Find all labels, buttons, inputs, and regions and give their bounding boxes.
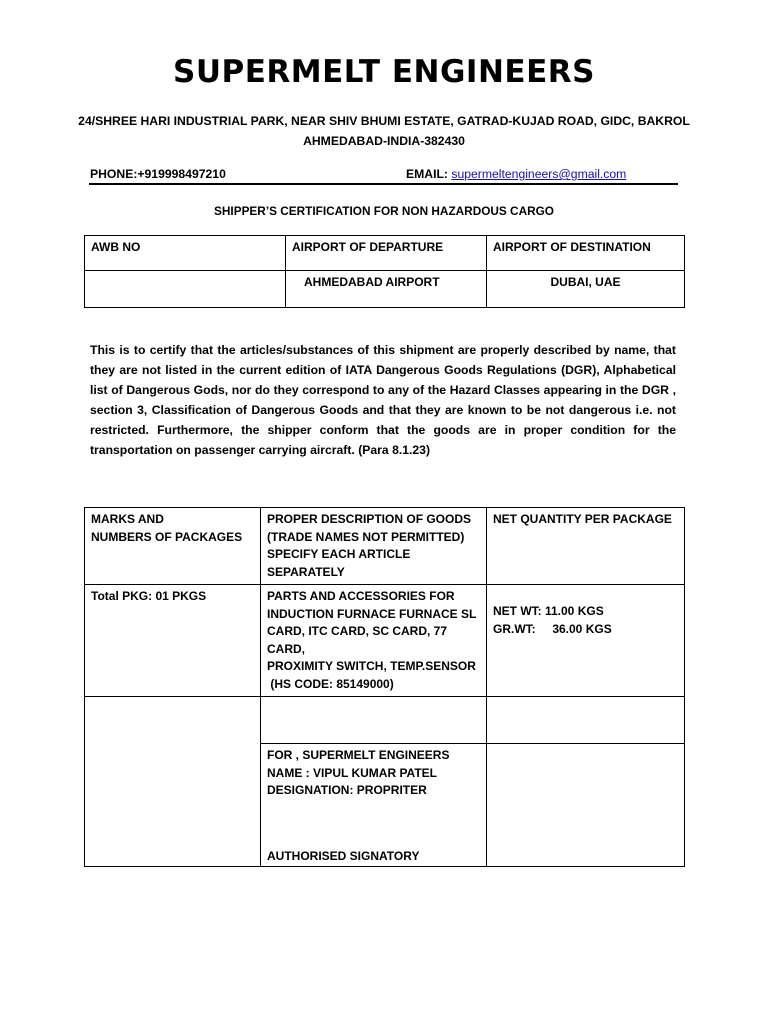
gross-weight: GR.WT: 36.00 KGS xyxy=(493,621,612,636)
net-weight: NET WT: 11.00 KGS xyxy=(493,604,604,618)
row-desc-line5: (HS CODE: 85149000) xyxy=(267,676,394,691)
row-desc-line3: CARD, ITC CARD, SC CARD, 77 CARD, xyxy=(267,624,448,656)
signatory-name: NAME : VIPUL KUMAR PATEL xyxy=(267,765,437,780)
header-desc-line3: SPECIFY EACH ARTICLE SEPARATELY xyxy=(267,547,411,579)
signatory-for: FOR , SUPERMELT ENGINEERS xyxy=(267,748,450,762)
header-divider xyxy=(89,183,678,185)
company-name: SUPERMELT ENGINEERS xyxy=(173,54,595,90)
header-desc-line2: (TRADE NAMES NOT PERMITTED) xyxy=(267,529,465,544)
authorised-signatory: AUTHORISED SIGNATORY xyxy=(267,848,420,863)
email-block xyxy=(406,167,626,181)
header-marks-line2: NUMBERS OF PACKAGES xyxy=(91,529,243,544)
header-quantity: NET QUANTITY PER PACKAGE xyxy=(487,508,685,585)
value-departure: AHMEDABAD AIRPORT xyxy=(286,271,487,308)
row-desc-line2: INDUCTION FURNACE FURNACE SL xyxy=(267,606,477,621)
header-marks xyxy=(85,508,261,585)
header-description xyxy=(261,508,487,585)
header-marks-line1: MARKS AND xyxy=(91,512,164,526)
header-desc-line1: PROPER DESCRIPTION OF GOODS xyxy=(267,512,472,526)
certification-paragraph: This is to certify that the articles/substances of this shipment are properly described by name, that they are not listed in the current edition of IATA Dangerous Goods Regulations (DGR), Alphabetical list of Dangerous Gods, nor do they correspond to any of the Hazard Classes appearing in the DGR , section 3, Classification of Dangerous Goods and that they are known to be not dangerous i.e. not restricted. Furthermore, the shipper conform that the goods are in proper condition for the transportation on passenger carrying aircraft. (Para 8.1.23) xyxy=(90,343,676,457)
empty-marks-cell xyxy=(85,697,261,867)
empty-description-cell xyxy=(261,697,487,744)
row-marks: Total PKG: 01 PKGS xyxy=(85,585,261,697)
certification-title: SHIPPER’S CERTIFICATION FOR NON HAZARDOUS CARGO xyxy=(214,204,554,218)
value-awb xyxy=(85,271,286,308)
header-awb: AWB NO xyxy=(85,236,286,271)
row-desc-line1: PARTS AND ACCESSORIES FOR xyxy=(267,589,455,603)
address-line-2: AHMEDABAD-INDIA-382430 xyxy=(303,134,465,148)
row-description xyxy=(261,585,487,697)
value-destination: DUBAI, UAE xyxy=(487,271,685,308)
header-destination: AIRPORT OF DESTINATION xyxy=(487,236,685,271)
email-label: EMAIL: xyxy=(406,167,448,181)
address-line-1: 24/SHREE HARI INDUSTRIAL PARK, NEAR SHIV BHUMI ESTATE, GATRAD-KUJAD ROAD, GIDC, BAKROL xyxy=(78,114,690,128)
signature-blank-cell xyxy=(487,744,685,867)
signatory-cell xyxy=(261,744,487,867)
row-quantity xyxy=(487,585,685,697)
row-desc-line4: PROXIMITY SWITCH, TEMP.SENSOR xyxy=(267,659,476,673)
header-departure: AIRPORT OF DEPARTURE xyxy=(286,236,487,271)
email-link[interactable]: supermeltengineers@gmail.com xyxy=(451,167,627,181)
shipment-table xyxy=(84,235,685,308)
empty-quantity-cell xyxy=(487,697,685,744)
phone-text: PHONE:+919998497210 xyxy=(90,167,226,181)
signatory-designation: DESIGNATION: PROPRITER xyxy=(267,783,427,797)
goods-table xyxy=(84,507,685,867)
